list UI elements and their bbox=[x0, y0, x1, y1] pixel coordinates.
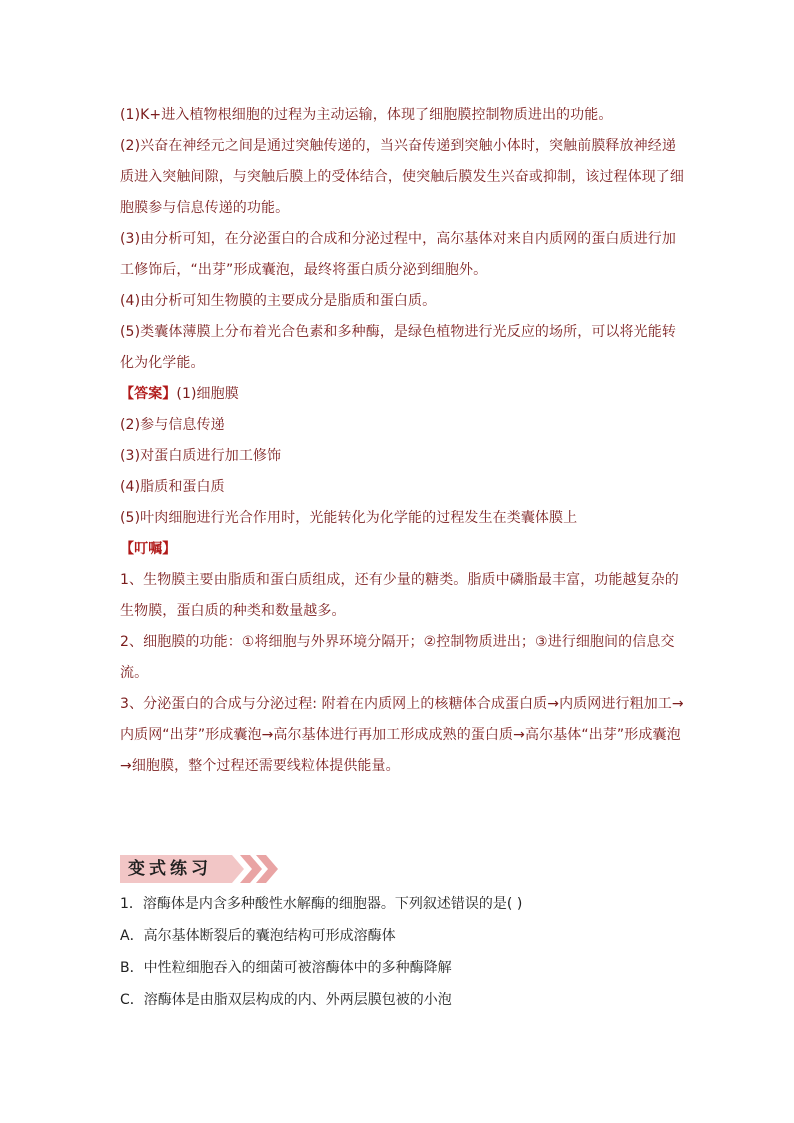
answer-item: (3)对蛋白质进行加工修饰 bbox=[120, 448, 282, 464]
reminder-line: 流。 bbox=[120, 665, 149, 681]
analysis-line: 胞膜参与信息传递的功能。 bbox=[120, 200, 290, 216]
analysis-line: (4)由分析可知生物膜的主要成分是脂质和蛋白质。 bbox=[120, 293, 437, 309]
analysis-line: 工修饰后，“出芽”形成囊泡，最终将蛋白质分泌到细胞外。 bbox=[120, 262, 488, 278]
analysis-block bbox=[120, 100, 694, 782]
reminder-tag: 【叮嘱】 bbox=[120, 541, 177, 557]
analysis-line: (2)兴奋在神经元之间是通过突触传递的，当兴奋传递到突触小体时，突触前膜释放神经递 bbox=[120, 138, 676, 154]
reminder-line: →细胞膜，整个过程还需要线粒体提供能量。 bbox=[120, 758, 400, 774]
option-a: A．高尔基体断裂后的囊泡结构可形成溶酶体 bbox=[120, 928, 396, 944]
analysis-line: 化为化学能。 bbox=[120, 355, 205, 371]
section-banner bbox=[120, 852, 280, 886]
reminder-line: 3、分泌蛋白的合成与分泌过程: 附着在内质网上的核糖体合成蛋白质→内质网进行粗加工→ bbox=[120, 696, 684, 712]
answer-line bbox=[120, 379, 694, 410]
answer-item: (1)细胞膜 bbox=[176, 386, 239, 402]
reminder-line: 生物膜，蛋白质的种类和数量越多。 bbox=[120, 603, 346, 619]
analysis-line: 质进入突触间隙，与突触后膜上的受体结合，使突触后膜发生兴奋或抑制，该过程体现了细 bbox=[120, 169, 684, 185]
reminder-line: 1、生物膜主要由脂质和蛋白质组成，还有少量的糖类。脂质中磷脂最丰富，功能越复杂的 bbox=[120, 572, 679, 588]
section-title: 变式练习 bbox=[128, 859, 212, 879]
exercise-block bbox=[120, 888, 694, 1016]
analysis-line: (1)K+进入植物根细胞的过程为主动运输，体现了细胞膜控制物质进出的功能。 bbox=[120, 107, 613, 123]
answer-tag: 【答案】 bbox=[120, 386, 177, 402]
reminder-line: 内质网“出芽”形成囊泡→高尔基体进行再加工形成成熟的蛋白质→高尔基体“出芽”形成囊泡 bbox=[120, 727, 681, 743]
answer-item: (4)脂质和蛋白质 bbox=[120, 479, 225, 495]
analysis-line: (5)类囊体薄膜上分布着光合色素和多种酶，是绿色植物进行光反应的场所，可以将光能转 bbox=[120, 324, 676, 340]
answer-item: (2)参与信息传递 bbox=[120, 417, 225, 433]
option-b: B．中性粒细胞吞入的细菌可被溶酶体中的多种酶降解 bbox=[120, 960, 452, 976]
reminder-line: 2、细胞膜的功能：①将细胞与外界环境分隔开；②控制物质进出；③进行细胞间的信息交 bbox=[120, 634, 675, 650]
option-c: C．溶酶体是由脂双层构成的内、外两层膜包被的小泡 bbox=[120, 992, 452, 1008]
question-stem: 1．溶酶体是内含多种酸性水解酶的细胞器。下列叙述错误的是( ) bbox=[120, 896, 523, 912]
answer-item: (5)叶肉细胞进行光合作用时，光能转化为化学能的过程发生在类囊体膜上 bbox=[120, 510, 578, 526]
analysis-line: (3)由分析可知，在分泌蛋白的合成和分泌过程中，高尔基体对来自内质网的蛋白质进行加 bbox=[120, 231, 676, 247]
